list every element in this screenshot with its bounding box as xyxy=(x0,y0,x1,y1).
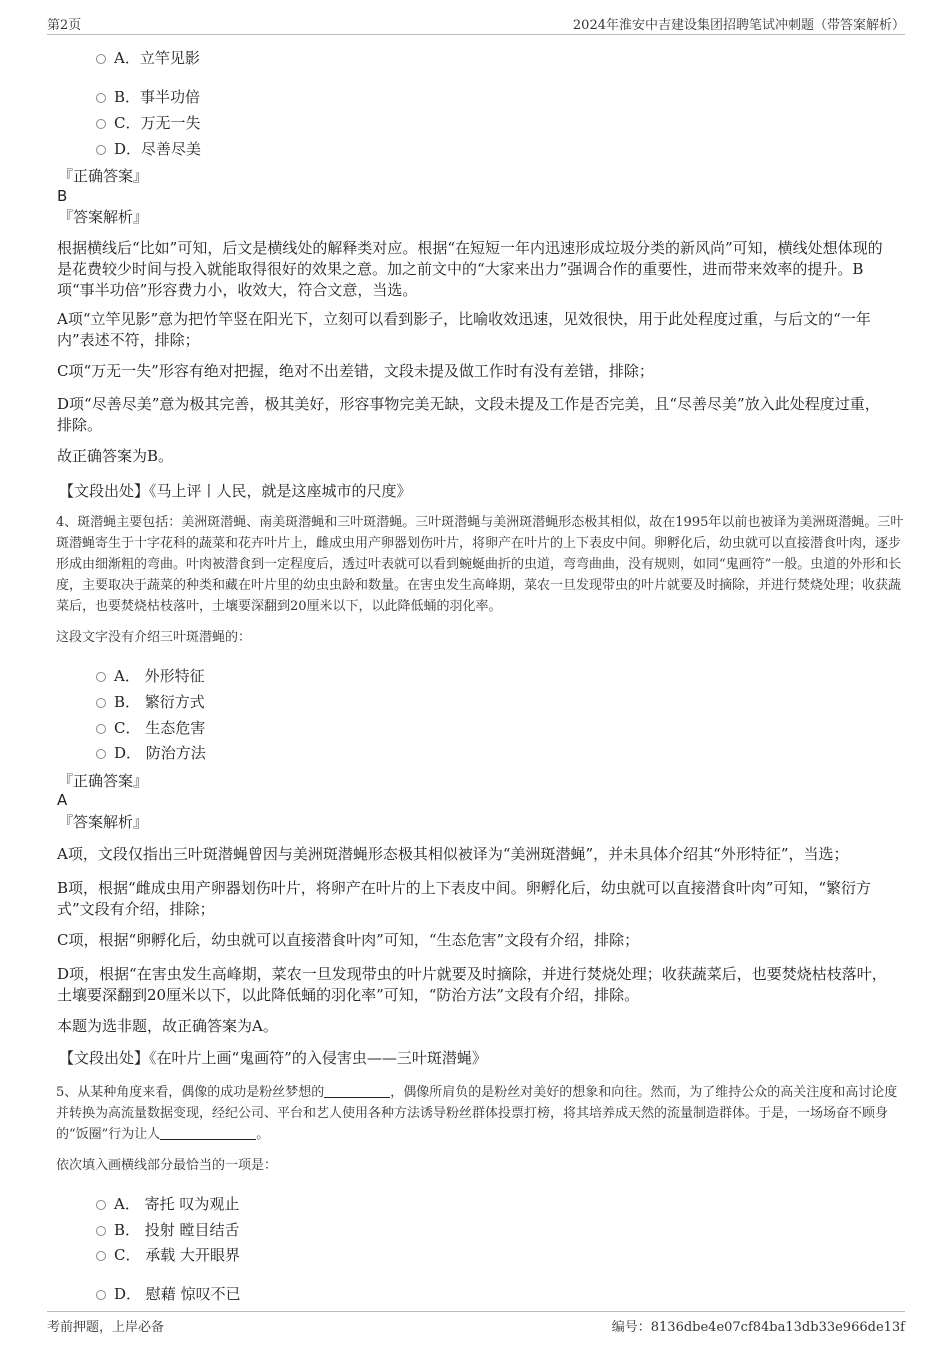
q5-prompt: 依次填入画横线部分最恰当的一项是： xyxy=(56,1158,278,1173)
q4-analysis-3: C项，根据“卵孵化后，幼虫就可以直接潜食叶肉”可知，“生态危害”文段有介绍，排除； xyxy=(57,931,640,949)
radio-icon[interactable] xyxy=(96,724,106,734)
q3-option-d[interactable]: D．尽善尽美 xyxy=(96,139,201,159)
q4-answer-label: 『正确答案』 xyxy=(58,772,149,790)
q4-analysis-1: A项，文段仅指出三叶斑潜蝇曾因与美洲斑潜蝇形态极其相似被译为“美洲斑潜蝇”，并未具体介绍其“外形特征”，当选； xyxy=(57,845,849,863)
q3-option-a[interactable]: A．立竿见影 xyxy=(96,48,200,68)
q4-analysis-label: 『答案解析』 xyxy=(58,813,149,831)
radio-icon[interactable] xyxy=(96,1290,106,1300)
q3-option-c[interactable]: C．万无一失 xyxy=(96,113,200,133)
page-footer xyxy=(47,1311,905,1336)
q4-option-c[interactable]: C． 生态危害 xyxy=(96,718,205,738)
radio-icon[interactable] xyxy=(96,119,106,129)
radio-icon[interactable] xyxy=(96,54,106,64)
radio-icon[interactable] xyxy=(96,1251,106,1261)
document-title: 2024年淮安中吉建设集团招聘笔试冲刺题（带答案解析） xyxy=(572,18,905,33)
page-header xyxy=(47,14,905,35)
radio-icon[interactable] xyxy=(96,145,106,155)
q3-analysis-1: 根据横线后“比如”可知，后文是横线处的解释类对应。根据“在短短一年内迅速形成垃圾分类的新风尚”可知，横线处想体现的是花费较少时间与投入就能取得很好的效果之意。加之前文中的“大家来出力”强调合作的重要性，进而带来效率的提升。B项“事半功倍”形容费力小，收效大，符合文意，当选。 xyxy=(57,239,883,299)
q3-option-b[interactable]: B．事半功倍 xyxy=(96,87,200,107)
q3-analysis-3: C项“万无一失”形容有绝对把握，绝对不出差错，文段未提及做工作时有没有差错，排除； xyxy=(57,362,654,380)
blank-2 xyxy=(160,1125,256,1140)
q3-answer-label: 『正确答案』 xyxy=(58,167,149,185)
q3-answer: B xyxy=(57,187,68,205)
q4-analysis-4: D项，根据“在害虫发生高峰期，菜农一旦发现带虫的叶片就要及时摘除，并进行焚烧处理；收获蔬菜后，也要焚烧枯枝落叶，土壤要深翻到20厘米以下，以此降低蛹的羽化率”可知，“防治方法”文段有介绍，排除。 xyxy=(57,965,887,1004)
q4-option-a[interactable]: A． 外形特征 xyxy=(96,666,205,686)
radio-icon[interactable] xyxy=(96,93,106,103)
radio-icon[interactable] xyxy=(96,1200,106,1210)
q4-prompt: 这段文字没有介绍三叶斑潜蝇的： xyxy=(56,630,252,645)
q4-stem: 4、斑潜蝇主要包括：美洲斑潜蝇、南美斑潜蝇和三叶斑潜蝇。三叶斑潜蝇与美洲斑潜蝇形态极其相似，故在1995年以前也被译为美洲斑潜蝇。三叶斑潜蝇寄生于十字花科的蔬菜和花卉叶片上，雌成虫用产卵器划伤叶片，将卵产在叶片的上下表皮中间。卵孵化后，幼虫就可以直接潜食叶肉，逐步形成由细渐粗的弯曲。叶肉被潜食到一定程度后，透过叶表就可以看到蜿蜒曲折的虫道，弯弯曲曲，没有规则，如同“鬼画符”一般。虫道的外形和长度，主要取决于蔬菜的种类和藏在叶片里的幼虫虫龄和数量。在害虫发生高峰期，菜农一旦发现带虫的叶片就要及时摘除，并进行焚烧处理；收获蔬菜后，也要焚烧枯枝落叶，土壤要深翻到20厘米以下，以此降低蛹的羽化率。 xyxy=(56,515,904,614)
q5-option-c[interactable]: C． 承载 大开眼界 xyxy=(96,1245,240,1265)
q5-option-d[interactable]: D． 慰藉 惊叹不已 xyxy=(96,1284,241,1304)
q5-option-b[interactable]: B． 投射 瞠目结舌 xyxy=(96,1220,240,1240)
q3-analysis-2: A项“立竿见影”意为把竹竿竖在阳光下，立刻可以看到影子，比喻收效迅速，见效很快，用于此处程度过重，与后文的“一年内”表述不符，排除； xyxy=(57,310,871,349)
q4-answer: A xyxy=(57,791,68,809)
q5-option-a[interactable]: A． 寄托 叹为观止 xyxy=(96,1194,239,1214)
q3-source: 【文段出处】《马上评丨人民，就是这座城市的尺度》 xyxy=(59,482,412,500)
document-id: 编号：8136dbe4e07cf84ba13db33e966de13f xyxy=(611,1320,905,1335)
q4-analysis-5: 本题为选非题，故正确答案为A。 xyxy=(57,1017,278,1035)
q3-analysis-4: D项“尽善尽美”意为极其完善，极其美好，形容事物完美无缺，文段未提及工作是否完美，且“尽善尽美”放入此处程度过重，排除。 xyxy=(57,395,880,434)
q3-analysis-5: 故正确答案为B。 xyxy=(57,447,174,465)
q4-analysis-2: B项，根据“雌成虫用产卵器划伤叶片，将卵产在叶片的上下表皮中间。卵孵化后，幼虫就可以直接潜食叶肉”可知，“繁衍方式”文段有介绍，排除； xyxy=(57,879,872,918)
radio-icon[interactable] xyxy=(96,749,106,759)
radio-icon[interactable] xyxy=(96,1226,106,1236)
q4-option-b[interactable]: B． 繁衍方式 xyxy=(96,692,205,712)
radio-icon[interactable] xyxy=(96,698,106,708)
q4-source: 【文段出处】《在叶片上画“鬼画符”的入侵害虫——三叶斑潜蝇》 xyxy=(59,1049,487,1067)
radio-icon[interactable] xyxy=(96,672,106,682)
blank-1 xyxy=(324,1083,390,1098)
q4-option-d[interactable]: D． 防治方法 xyxy=(96,743,206,763)
page-number: 第2页 xyxy=(47,18,82,33)
q3-analysis-label: 『答案解析』 xyxy=(58,208,149,226)
footer-slogan: 考前押题，上岸必备 xyxy=(47,1320,165,1335)
q5-stem: 5、从某种角度来看，偶像的成功是粉丝梦想的 ，偶像所肩负的是粉丝对美好的想象和向往。然而，为了维持公众的高关注度和高讨论度并转换为高流量数据变现，经纪公司、平台和艺人使用各种方法诱导粉丝群体投票打榜，将其培养成天然的流量制造群体。于是，一场场奋不顾身的“饭圈”行为让人 。 xyxy=(56,1085,898,1142)
